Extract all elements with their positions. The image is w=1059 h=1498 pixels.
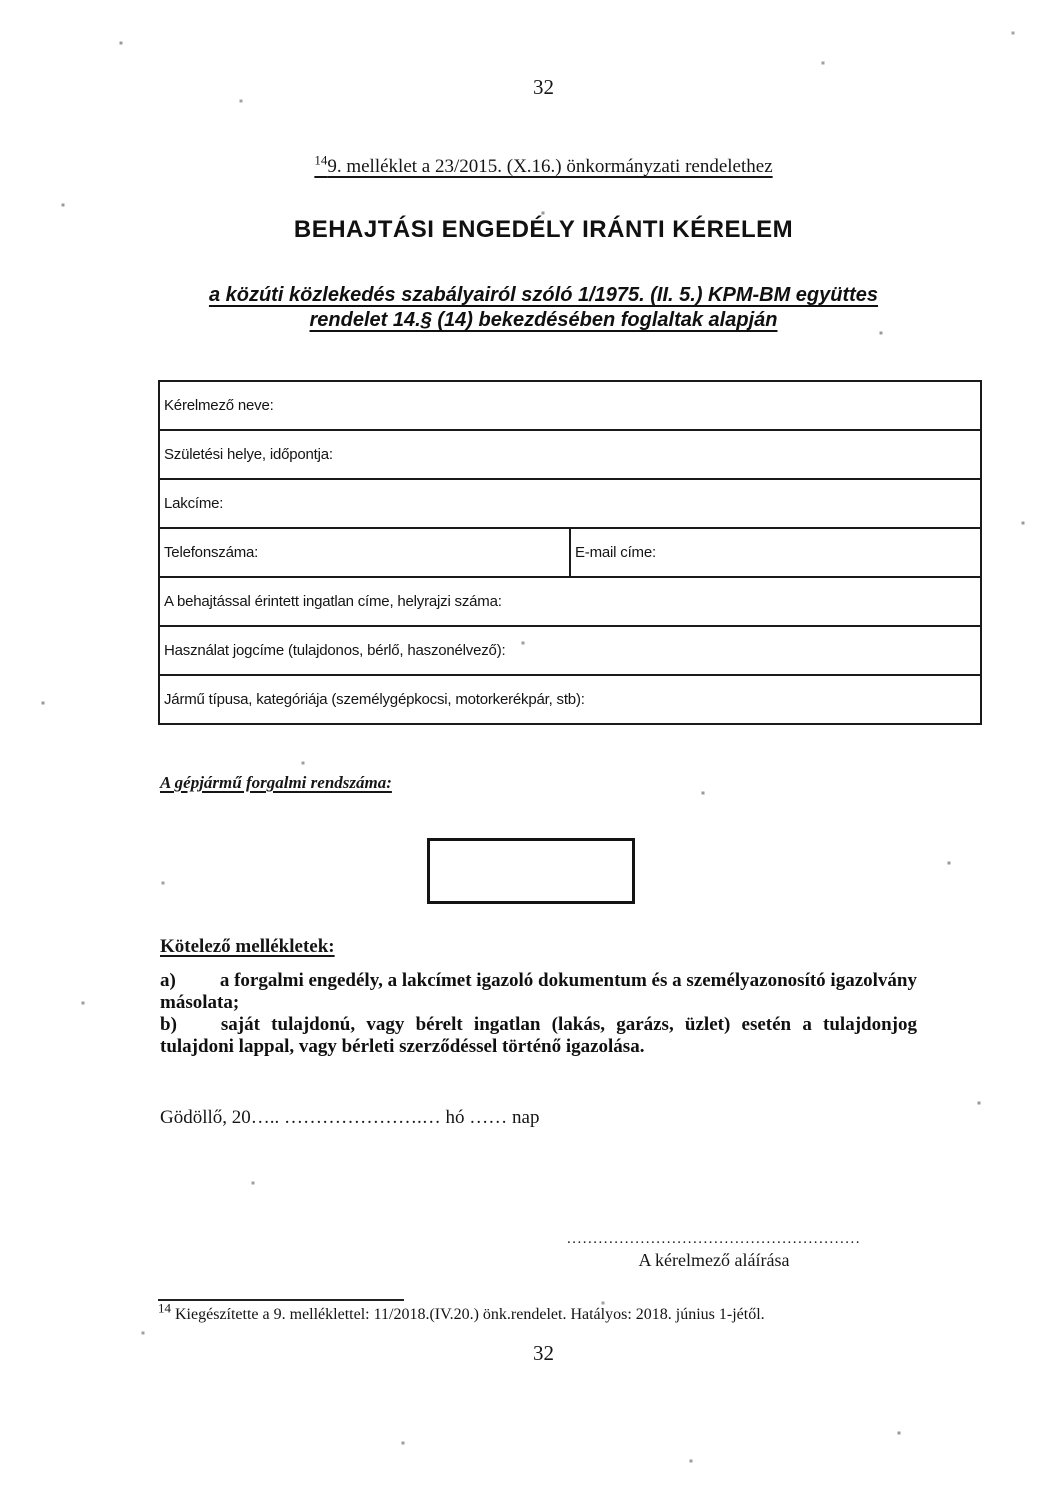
footnote-text: Kiegészítette a 9. melléklettel: 11/2018.(IV.20.) önk.rendelet. Hatályos: 2018. június 1-jétől.: [171, 1306, 765, 1323]
attachment-item-b-text: saját tulajdonú, vagy bérelt ingatlan (lakás, garázs, üzlet) esetén a tulajdonjog tulajdoni lappal, vagy bérleti szerződéssel történő igazolása.: [160, 1014, 917, 1057]
plate-section-heading: A gépjármű forgalmi rendszáma:: [160, 773, 392, 792]
signature-block: [553, 1231, 875, 1271]
attachment-item-a: [160, 970, 917, 1013]
table-row: [159, 381, 981, 430]
signature-dotted-line: ........................................................: [567, 1231, 861, 1247]
scan-noise: [0, 0, 2, 2]
table-row: [159, 577, 981, 626]
legal-basis-line-1: a közúti közlekedés szabályairól szóló 1/1975. (II. 5.) KPM-BM együttes: [208, 284, 879, 306]
date-place-line: Gödöllő, 20….. ………………….… hó …… nap: [160, 1107, 540, 1128]
field-vehicle-type: Jármű típusa, kategóriája (személygépkocsi, motorkerékpár, stb):: [159, 675, 981, 724]
field-email-address: E-mail címe:: [570, 528, 981, 577]
field-phone-number: Telefonszáma:: [159, 528, 570, 577]
attachment-item-b-marker: b): [160, 1014, 177, 1035]
attachments-heading: Kötelező mellékletek:: [160, 936, 335, 957]
footnote: [158, 1300, 948, 1324]
field-property-address: A behajtással érintett ingatlan címe, helyrajzi száma:: [159, 577, 981, 626]
page-number-bottom: 32: [533, 1341, 554, 1365]
field-applicant-name: Kérelmező neve:: [159, 381, 981, 430]
field-usage-title: Használat jogcíme (tulajdonos, bérlő, haszonélvező):: [159, 626, 981, 675]
table-row: [159, 479, 981, 528]
annex-reference-text: 9. melléklet a 23/2015. (X.16.) önkormányzati rendelethez: [327, 156, 773, 177]
table-row: [159, 626, 981, 675]
attachment-item-a-text: a forgalmi engedély, a lakcímet igazoló dokumentum és a személyazonosító igazolvány másolata;: [160, 970, 917, 1013]
attachment-item-a-marker: a): [160, 970, 176, 991]
signature-label: A kérelmező aláírása: [638, 1250, 790, 1270]
legal-basis-line-2: rendelet 14.§ (14) bekezdésében foglaltak alapján: [309, 309, 778, 331]
table-row: [159, 675, 981, 724]
legal-basis-subtitle: [0, 283, 1059, 333]
footnote-reference-mark: 14: [314, 152, 328, 168]
table-row: [159, 430, 981, 479]
field-birth-place-date: Születési helye, időpontja:: [159, 430, 981, 479]
applicant-form-table: [158, 380, 982, 725]
document-title: BEHAJTÁSI ENGEDÉLY IRÁNTI KÉRELEM: [293, 216, 794, 243]
field-home-address: Lakcíme:: [159, 479, 981, 528]
page-number-top: 32: [533, 75, 554, 99]
annex-reference-line: [0, 152, 1059, 178]
footnote-number: 14: [158, 1300, 171, 1316]
table-row: [159, 528, 981, 577]
footnote-separator: [158, 1299, 404, 1301]
license-plate-entry-box: [427, 838, 635, 904]
attachment-item-b: [160, 1014, 917, 1057]
